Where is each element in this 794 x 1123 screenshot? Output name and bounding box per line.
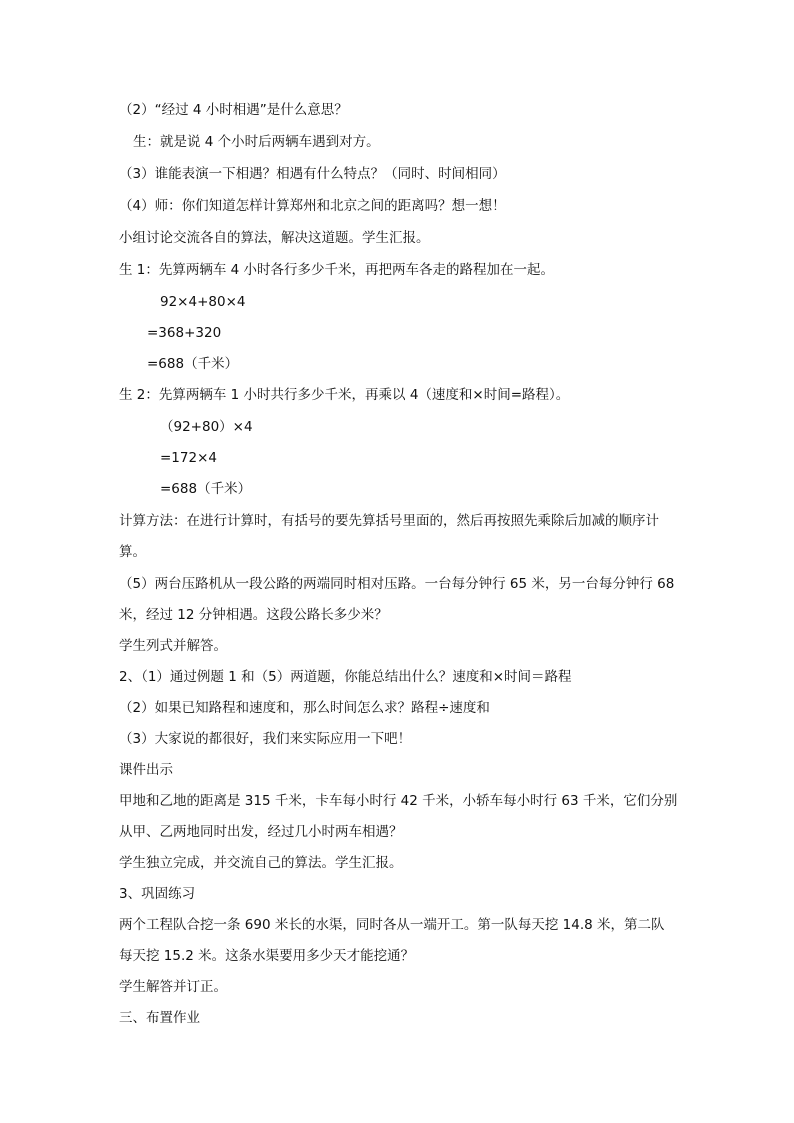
formula-1-step-3: =688（千米） — [147, 356, 239, 372]
calculation-method-line-2: 算。 — [119, 544, 146, 560]
practice-problem-line-1: 两个工程队合挖一条 690 米长的水渠，同时各从一端开工。第一队每天挖 14.8 米，第二队 — [119, 917, 665, 933]
formula-2-step-2: =172×4 — [160, 450, 217, 466]
homework-heading: 三、布置作业 — [119, 1010, 200, 1026]
application-problem-line-2: 从甲、乙两地同时出发，经过几小时两车相遇？ — [119, 824, 403, 840]
question-3-line: （3）谁能表演一下相遇？相遇有什么特点？（同时、时间相同） — [119, 166, 506, 182]
formula-2-step-1: （92+80）×4 — [160, 419, 253, 435]
summary-1-line: 2、（1）通过例题 1 和（5）两道题，你能总结出什么？速度和×时间＝路程 — [119, 669, 572, 685]
calculation-method-line-1: 计算方法：在进行计算时，有括号的要先算括号里面的，然后再按照先乘除后加减的顺序计 — [119, 513, 659, 529]
formula-1-step-1: 92×4+80×4 — [160, 294, 246, 310]
independent-work-line: 学生独立完成，并交流自己的算法。学生汇报。 — [119, 855, 403, 871]
formula-2-step-3: =688（千米） — [160, 481, 252, 497]
application-problem-line-1: 甲地和乙地的距离是 315 千米，卡车每小时行 42 千米，小轿车每小时行 63 千米，它们分别 — [119, 793, 678, 809]
summary-2-line: （2）如果已知路程和速度和，那么时间怎么求？路程÷速度和 — [119, 700, 490, 716]
student-solve-line: 学生列式并解答。 — [119, 638, 227, 654]
group-discussion-line: 小组讨论交流各自的算法，解决这道题。学生汇报。 — [119, 230, 430, 246]
question-4-line: （4）师：你们知道怎样计算郑州和北京之间的距离吗？想一想！ — [119, 198, 506, 214]
section-3-heading: 3、巩固练习 — [119, 886, 196, 902]
question-5-line-1: （5）两台压路机从一段公路的两端同时相对压路。一台每分钟行 65 米，另一台每分钟行 68 — [119, 576, 675, 592]
question-5-line-2: 米，经过 12 分钟相遇。这段公路长多少米？ — [119, 607, 388, 623]
question-2-line: （2）“经过 4 小时相遇”是什么意思？ — [119, 102, 348, 118]
student-answer-line: 生：就是说 4 个小时后两辆车遇到对方。 — [133, 134, 380, 150]
student-correction-line: 学生解答并订正。 — [119, 979, 227, 995]
practice-problem-line-2: 每天挖 15.2 米。这条水渠要用多少天才能挖通？ — [119, 948, 415, 964]
student-2-method-line: 生 2：先算两辆车 1 小时共行多少千米，再乘以 4（速度和×时间=路程）。 — [119, 387, 570, 403]
student-1-method-line: 生 1：先算两辆车 4 小时各行多少千米，再把两车各走的路程加在一起。 — [119, 262, 555, 278]
formula-1-step-2: =368+320 — [147, 325, 222, 341]
summary-3-line: （3）大家说的都很好，我们来实际应用一下吧！ — [119, 731, 412, 747]
courseware-heading: 课件出示 — [119, 762, 173, 778]
